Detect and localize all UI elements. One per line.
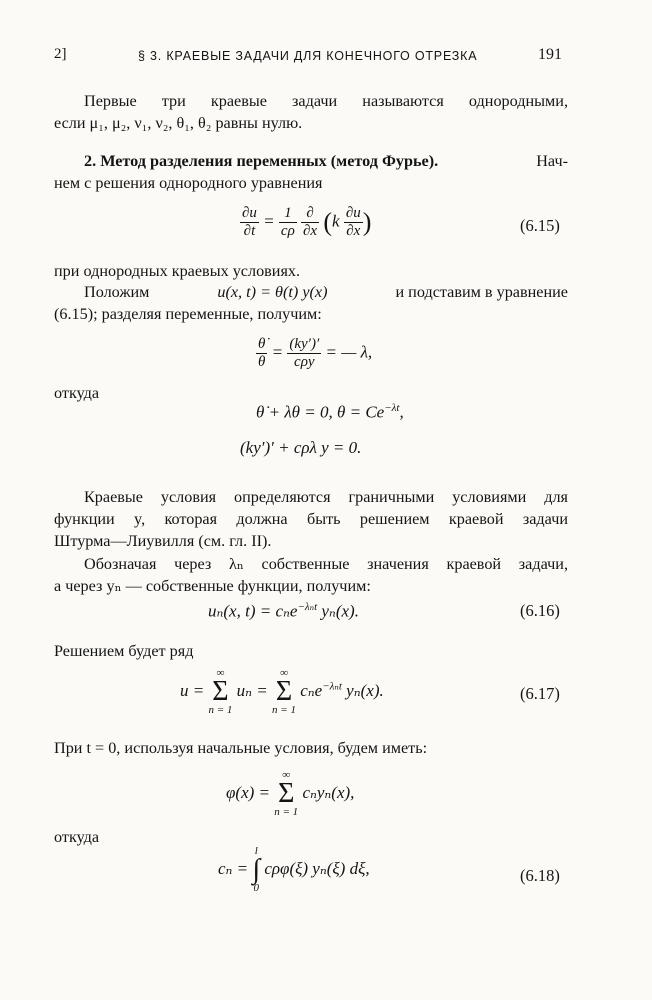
section-heading: 2. Метод разделения переменных (метод Фурье). — [84, 152, 439, 170]
section-line-1-rest: Нач- — [536, 152, 568, 170]
header-left: 2] — [54, 46, 67, 62]
paragraph-3: при однородных краевых условиях. — [54, 262, 301, 280]
section-2-line-1 — [84, 150, 568, 172]
word-otkuda-2: откуда — [54, 828, 100, 846]
equation-number-6-18: (6.18) — [520, 866, 560, 885]
running-title: § 3. КРАЕВЫЕ ЗАДАЧИ ДЛЯ КОНЕЧНОГО ОТРЕЗКА — [138, 49, 478, 63]
equation-6-18: cₙ = l ∫ 0 cρφ(ξ) yₙ(ξ) dξ, — [218, 845, 370, 894]
paragraph-6-line-2: а через yₙ — собственные функции, получим: — [54, 577, 371, 595]
equation-theta-solution: θ̇ + λθ = 0, $\theta = Ce^{-\lambda t}$, — [256, 402, 404, 422]
equation-y-solution: (ky′)′ + cρλ y = 0. — [240, 438, 362, 457]
equation-number-6-16: (6.16) — [520, 601, 560, 620]
paragraph-8: При t = 0, используя начальные условия, будем иметь: — [54, 739, 428, 757]
paragraph-4-line-2: (6.15); разделяя переменные, получим: — [54, 305, 322, 323]
page-number: 191 — [538, 46, 562, 63]
paragraph-1-line-2: если μ₁, μ₂, ν₁, ν₂, θ₁, θ₂ равны нулю. — [54, 114, 303, 132]
word-otkuda-1: откуда — [54, 384, 100, 402]
paragraph-7: Решением будет ряд — [54, 642, 194, 660]
equation-separation: $\frac{\thetȧ}{\theta}$ = $\frac{(ky')'}{\text{cρy}}$ = — λ, — [258, 336, 373, 370]
equation-number-6-15: (6.15) — [520, 216, 560, 235]
paragraph-6-line-1: Обозначая через λₙ собственные значения краевой задачи, — [84, 555, 568, 573]
paragraph-4-line-1: Положим u(x, t) = θ(t) y(x) и подставим в уравнение — [84, 283, 568, 301]
paragraph-1-line-1: Первые три краевые задачи называются однородными, — [84, 92, 568, 110]
section-2-line-2: нем с решения однородного уравнения — [54, 174, 323, 192]
paragraph-5-line-3: Штурма—Лиувилля (см. гл. II). — [54, 532, 272, 550]
equation-6-15: $\frac{\partial u}{\partial t}$ = $\frac{1}{c\rho}$ $\frac{\partial}{\partial x}$ (k $\frac{\partial u}{\partial x}$ ) — [242, 205, 372, 239]
equation-6-16: uₙ(x, t) = cₙe$^{-\lambda_nt}$ yₙ(x). — [208, 601, 359, 621]
equation-number-6-17: (6.17) — [520, 684, 560, 703]
paragraph-5-line-2: функции y, которая должна быть решением краевой задачи — [54, 510, 568, 528]
paragraph-5-line-1: Краевые условия определяются граничными условиями для — [84, 488, 568, 506]
equation-phi: φ(x) = ∞ Σ n = 1 cₙyₙ(x), — [226, 769, 355, 818]
equation-6-17: u = ∞ Σ n = 1 uₙ = ∞ Σ n = 1 cₙe$^{-\lambda_nt}$ yₙ(x). — [180, 667, 384, 716]
